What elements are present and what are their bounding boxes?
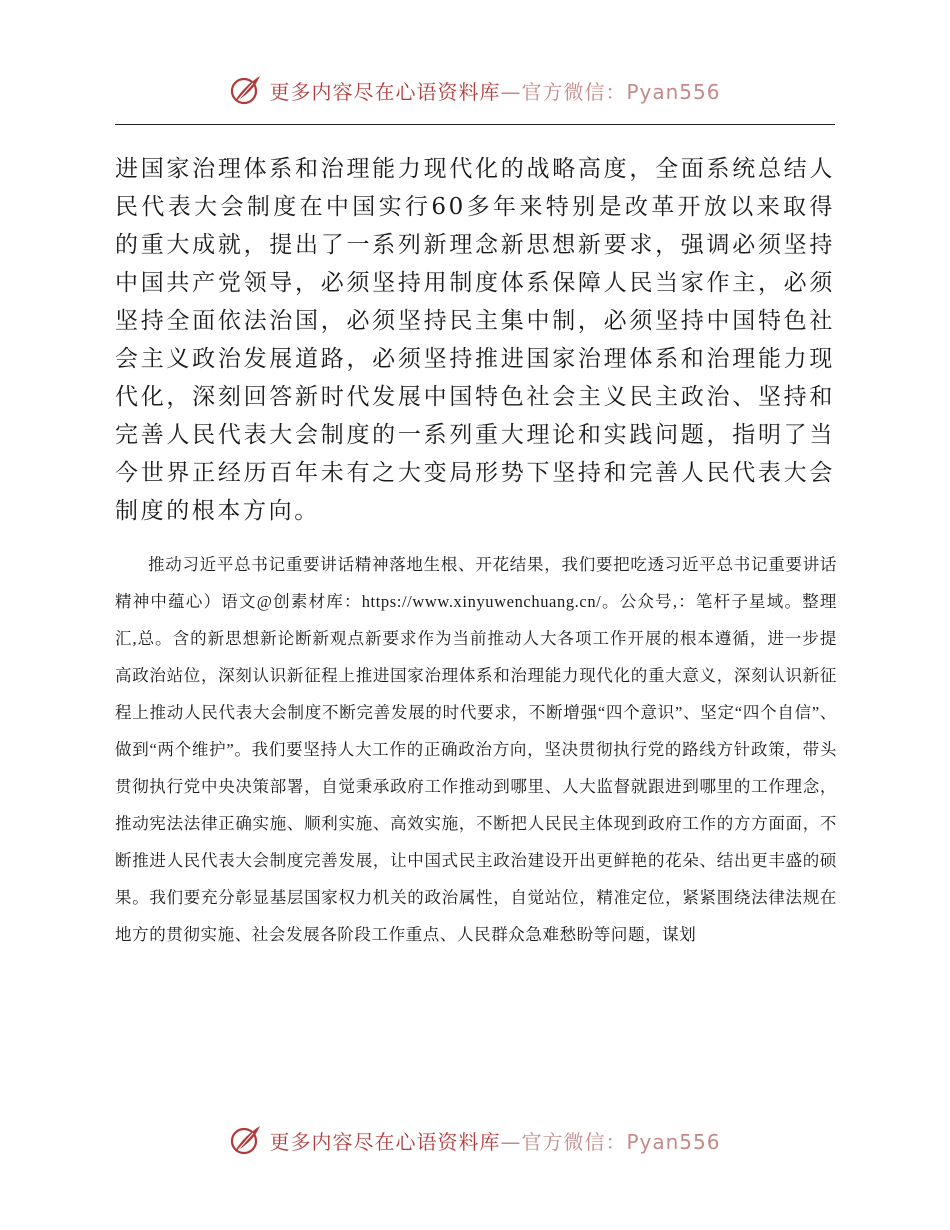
header-divider: [115, 124, 835, 125]
footer-banner-main: 更多内容尽在心语资料库: [269, 1129, 501, 1154]
footer-banner-text: [269, 1126, 720, 1155]
header-banner-main: 更多内容尽在心语资料库: [269, 79, 501, 104]
footer-banner: [0, 1120, 950, 1160]
footer-banner-wechat: —官方微信：Pyan556: [500, 1129, 721, 1154]
header-banner-wechat: —官方微信：Pyan556: [500, 79, 721, 104]
body-paragraph-1: 进国家治理体系和治理能力现代化的战略高度，全面系统总结人民代表大会制度在中国实行60多年来特别是改革开放以来取得的重大成就，提出了一系列新理念新思想新要求，强调必须坚持中国共产党领导，必须坚持用制度体系保障人民当家作主，必须坚持全面依法治国，必须坚持民主集中制，必须坚持中国特色社会主义政治发展道路，必须坚持推进国家治理体系和治理能力现代化，深刻回答新时代发展中国特色社会主义民主政治、坚持和完善人民代表大会制度的一系列重大理论和实践问题，指明了当今世界正经历百年未有之大变局形势下坚持和完善人民代表大会制度的根本方向。: [115, 156, 835, 524]
header-banner: [0, 70, 950, 110]
feather-logo-icon: [229, 73, 263, 107]
feather-logo-icon: [229, 1123, 263, 1157]
header-banner-text: [269, 76, 720, 105]
body-paragraph-2: 推动习近平总书记重要讲话精神落地生根、开花结果，我们要把吃透习近平总书记重要讲话精神中蕴心）语文@创素材库：https://www.xinyuwenchuang.cn/。公众号,：笔杆子星域。整理汇,总。含的新思想新论断新观点新要求作为当前推动人大各项工作开展的根本遵循，进一步提高政治站位，深刻认识新征程上推进国家治理体系和治理能力现代化的重大意义，深刻认识新征程上推动人民代表大会制度不断完善发展的时代要求，不断增强“四个意识”、坚定“四个自信”、做到“两个维护”。我们要坚持人大工作的正确政治方向，坚决贯彻执行党的路线方针政策，带头贯彻执行党中央决策部署，自觉秉承政府工作推动到哪里、人大监督就跟进到哪里的工作理念，推动宪法法律正确实施、顺利实施、高效实施，不断把人民民主体现到政府工作的方方面面，不断推进人民代表大会制度完善发展，让中国式民主政治建设开出更鲜艳的花朵、结出更丰盛的硕果。我们要充分彰显基层国家权力机关的政治属性，自觉站位，精准定位，紧紧围绕法律法规在地方的贯彻实施、社会发展各阶段工作重点、人民群众急难愁盼等问题，谋划: [115, 555, 837, 944]
